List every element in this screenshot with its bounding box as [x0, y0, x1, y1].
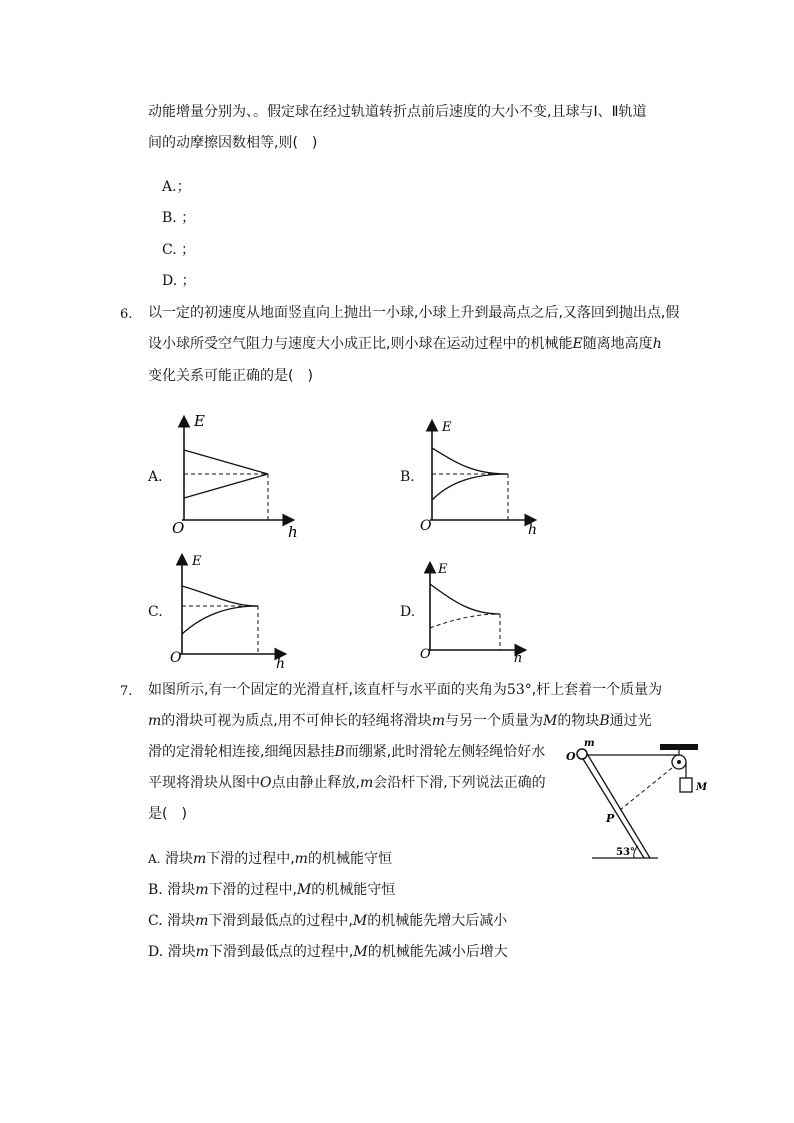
- q7-option-d: D. 滑块m下滑到最低点的过程中,M的机械能先减小后增大: [148, 944, 508, 960]
- upper-curve: [182, 586, 258, 606]
- lower-curve: [182, 606, 258, 634]
- lower-dashed-curve: [430, 614, 500, 628]
- graph-b-label: B.: [400, 469, 415, 485]
- q7-stem-line2: m的滑块可视为质点,用不可伸长的轻绳将滑块m与另一个质量为M的物块B通过光: [148, 713, 652, 729]
- angle-label: 53°: [616, 847, 635, 858]
- rope-dashed: [620, 768, 672, 810]
- upper-curve: [432, 448, 508, 474]
- origin-label: O: [172, 519, 185, 537]
- q6-stem-line2: 设小球所受空气阻力与速度大小成正比,则小球在运动过程中的机械能E随离地高度h: [148, 336, 662, 352]
- x-label: h: [276, 656, 286, 672]
- upper-line: [184, 450, 268, 474]
- x-label: h: [514, 651, 523, 666]
- pulley-axle: [677, 760, 681, 764]
- q7-number: 7.: [120, 684, 133, 699]
- graph-a-label: A.: [148, 469, 163, 485]
- lower-curve: [432, 474, 508, 500]
- x-label: h: [288, 523, 298, 541]
- graph-c: [168, 550, 298, 672]
- upper-curve: [430, 584, 500, 614]
- q7-stem-line1: 如图所示,有一个固定的光滑直杆,该直杆与水平面的夹角为53°,杆上套着一个质量为: [148, 682, 663, 698]
- q7-option-b: B. 滑块m下滑的过程中,M的机械能守恒: [148, 882, 396, 898]
- y-label: E: [438, 562, 448, 577]
- q7-figure: [562, 734, 712, 864]
- block-m-icon: [680, 778, 692, 792]
- m-label: m: [584, 738, 595, 749]
- y-label: E: [192, 554, 202, 569]
- q7-stem-line3: 滑的定滑轮相连接,细绳因悬挂B而绷紧,此时滑轮左侧轻绳恰好水: [148, 744, 546, 760]
- rod-right-edge: [586, 752, 650, 858]
- ceiling: [660, 744, 698, 750]
- q5-stem-line1: 动能增量分别为、。假定球在经过轨道转折点前后速度的大小不变,且球与Ⅰ、Ⅱ轨道: [148, 104, 647, 120]
- graph-d-label: D.: [400, 604, 416, 620]
- q7-stem-line5: 是( ): [148, 806, 187, 822]
- q5-option-b: B. ；: [162, 210, 196, 226]
- q5-option-a: A.；: [162, 179, 191, 195]
- q7-option-c: C. 滑块m下滑到最低点的过程中,M的机械能先增大后减小: [148, 913, 508, 929]
- rod-left-edge: [580, 754, 644, 858]
- graph-a: [168, 410, 308, 542]
- y-label: E: [442, 420, 452, 435]
- q6-stem-line1: 以一定的初速度从地面竖直向上抛出一小球,小球上升到最高点之后,又落回到抛出点,假: [148, 305, 680, 321]
- x-label: h: [528, 522, 538, 538]
- origin-label: O: [420, 518, 432, 534]
- origin-label: O: [170, 650, 182, 666]
- q5-option-c: C. ；: [162, 242, 196, 258]
- slider-icon: [577, 749, 587, 759]
- graph-d: [418, 558, 548, 668]
- y-label: E: [194, 412, 205, 430]
- p-label: P: [606, 812, 615, 825]
- q6-number: 6.: [120, 307, 133, 322]
- origin-label: O: [420, 647, 431, 662]
- graph-c-label: C.: [148, 604, 163, 620]
- big-m-label: M: [696, 782, 708, 793]
- q5-option-d: D. ；: [162, 273, 196, 289]
- q7-option-a: A. 滑块m下滑的过程中,m的机械能守恒: [148, 851, 392, 867]
- o-label: O: [566, 750, 576, 763]
- q5-stem-line2: 间的动摩擦因数相等,则( ): [148, 135, 318, 151]
- q7-stem-line4: 平现将滑块从图中O点由静止释放,m会沿杆下滑,下列说法正确的: [148, 775, 546, 791]
- q6-stem-line3: 变化关系可能正确的是( ): [148, 368, 313, 384]
- lower-line: [184, 474, 268, 498]
- graph-b: [418, 416, 548, 538]
